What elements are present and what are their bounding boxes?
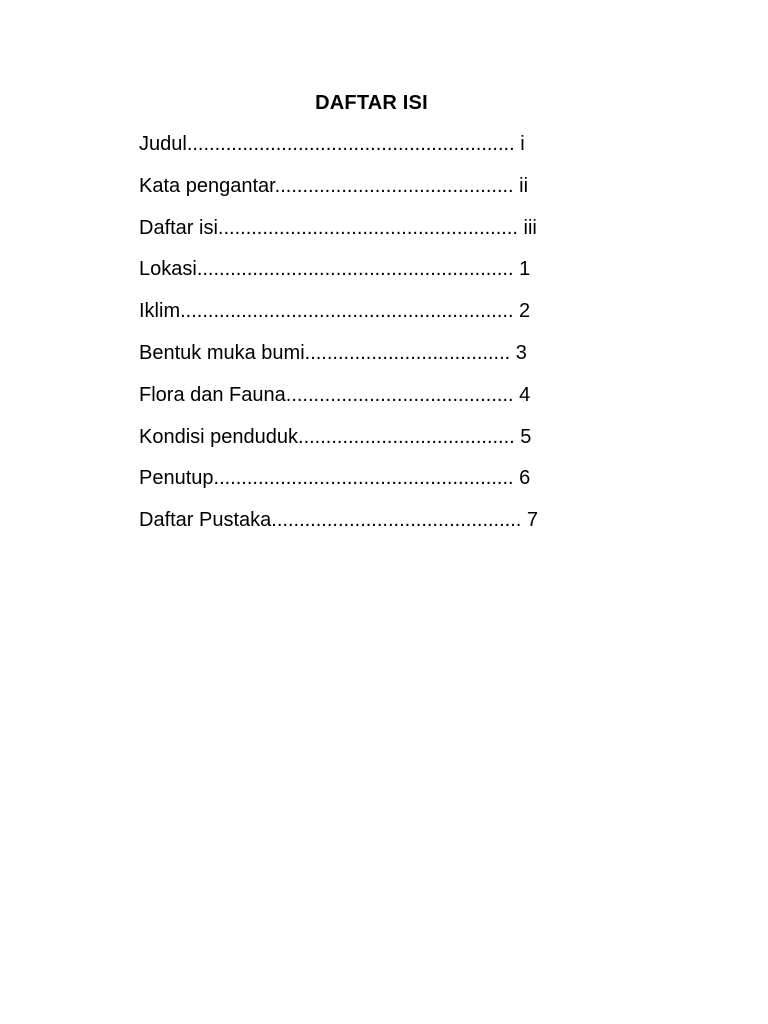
- toc-entry-text: Lokasi......................................................... 1: [139, 258, 531, 281]
- toc-entry-lokasi: [139, 256, 619, 298]
- toc-entry-text: Penutup...................................................... 6: [139, 467, 531, 490]
- toc-entry-kondisi-penduduk: [139, 424, 619, 466]
- toc-entry-bentuk-muka-bumi: [139, 340, 619, 382]
- toc-title: DAFTAR ISI: [315, 92, 428, 114]
- toc-entry-flora-dan-fauna: [139, 382, 619, 424]
- toc-entry-kata-pengantar: [139, 173, 619, 215]
- toc-entry-text: Flora dan Fauna......................................... 4: [139, 383, 531, 406]
- toc-entry-text: Daftar isi...................................................... iii: [139, 216, 537, 239]
- toc-entry-text: Iklim............................................................ 2: [139, 300, 531, 323]
- toc-entry-text: Kata pengantar........................................... ii: [139, 174, 529, 197]
- toc-list: [139, 131, 619, 549]
- toc-entry-text: Bentuk muka bumi..................................... 3: [139, 341, 527, 364]
- toc-entry-daftar-isi: [139, 215, 619, 257]
- toc-entry-text: Daftar Pustaka............................................. 7: [139, 509, 539, 532]
- toc-entry-penutup: [139, 465, 619, 507]
- toc-entry-judul: [139, 131, 619, 173]
- toc-entry-text: Judul........................................................... i: [139, 133, 525, 155]
- toc-entry-text: Kondisi penduduk....................................... 5: [139, 425, 532, 448]
- toc-entry-iklim: [139, 298, 619, 340]
- toc-entry-daftar-pustaka: [139, 507, 619, 549]
